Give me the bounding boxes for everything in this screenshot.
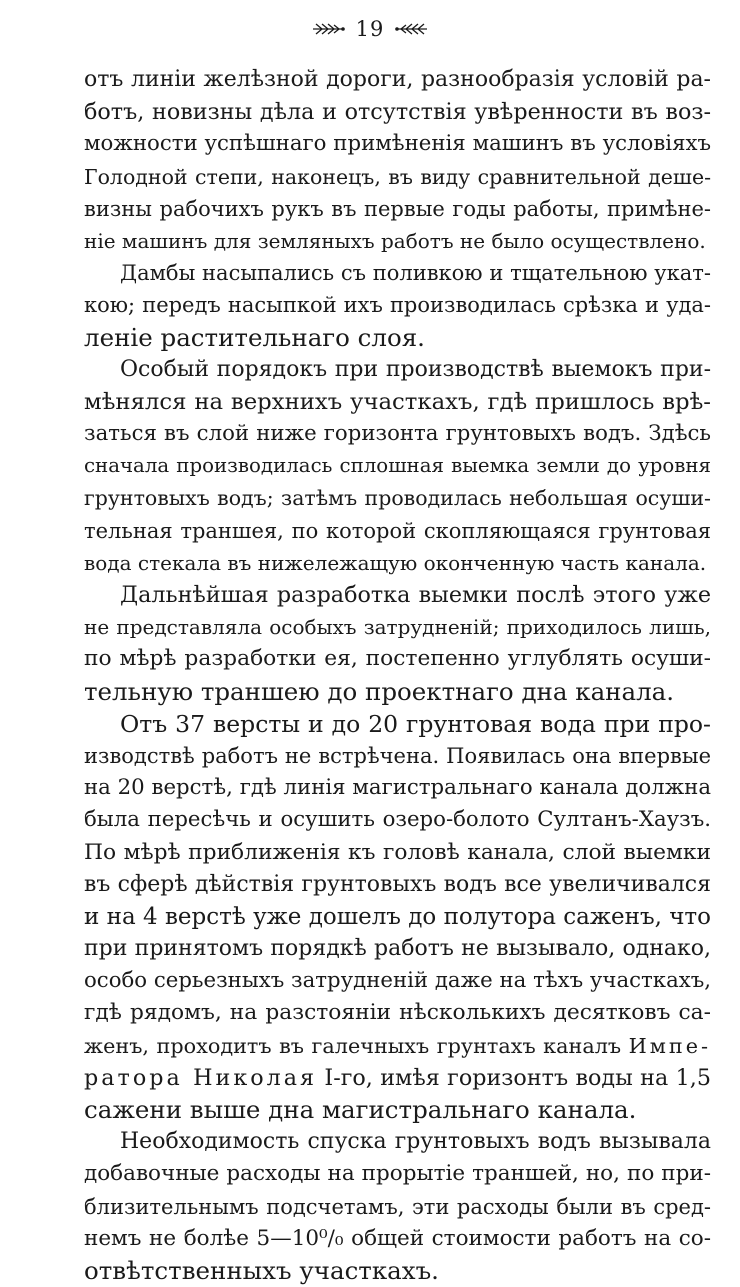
text-line: Дамбы насыпались съ поливкою и тщательною укат- — [120, 261, 711, 286]
text-line: заться въ слой ниже горизонта грунтовыхъ водъ. Здѣсь — [84, 421, 711, 447]
text-line: на 20 верстѣ, гдѣ линія магистральнаго канала должна — [84, 775, 711, 801]
spaced-name: ратора Николая — [84, 1064, 318, 1091]
text-line: мѣнялся на верхнихъ участкахъ, гдѣ пришлось врѣ- — [84, 388, 711, 415]
text-line — [84, 1062, 711, 1094]
ornament-right-icon — [394, 22, 428, 36]
page-header — [0, 14, 740, 44]
text-line: тельная траншея, по которой скопляющаяся грунтовая — [84, 518, 711, 543]
text-line: Необходимость спуска грунтовыхъ водъ вызывала — [120, 1129, 711, 1155]
text-line: Особый порядокъ при производствѣ выемокъ при- — [120, 356, 711, 382]
text-line: была пересѣчь и осушить озеро-болото Султанъ-Хаузъ. — [84, 807, 711, 833]
page-number: 19 — [355, 16, 385, 41]
text-segment: женъ, проходитъ въ галечныхъ грунтахъ каналъ — [84, 1033, 629, 1058]
text-line: По мѣрѣ приближенія къ головѣ канала, слой выемки — [84, 839, 711, 865]
text-line: визны рабочихъ рукъ въ первые годы работы, примѣне- — [84, 196, 711, 221]
text-line: изводствѣ работъ не встрѣчена. Появилась она впервые — [84, 743, 711, 768]
text-line: немъ не болѣе 5—10⁰/₀ общей стоимости работъ на со- — [84, 1225, 711, 1251]
text-line: вода стекала въ нижележащую оконченную часть канала. — [84, 550, 707, 575]
text-line: Голодной степи, наконецъ, въ виду сравнительной деше- — [84, 164, 711, 189]
text-line: Дальнѣйшая разработка выемки послѣ этого уже — [120, 582, 711, 608]
text-line: и на 4 верстѣ уже дошелъ до полутора саженъ, что — [84, 903, 711, 930]
body-text — [84, 64, 711, 1287]
text-line: отвѣтственныхъ участкахъ. — [84, 1255, 439, 1285]
text-line: сажени выше дна магистральнаго канала. — [84, 1095, 637, 1124]
text-line: особо серьезныхъ затрудненій даже на тѣхъ участкахъ, — [84, 968, 711, 994]
text-line: по мѣрѣ разработки ея, постепенно углублять осуши- — [84, 646, 711, 672]
text-line: близительнымъ подсчетамъ, эти расходы были въ сред- — [84, 1194, 711, 1219]
text-line: въ сферѣ дѣйствія грунтовыхъ водъ все увеличивался — [84, 871, 711, 897]
ornament-left-icon — [312, 22, 346, 36]
text-line: ніе машинъ для земляныхъ работъ не было осуществлено. — [84, 228, 706, 253]
spaced-name: Импе- — [628, 1033, 711, 1058]
text-line: тельную траншею до проектнаго дна канала. — [84, 676, 675, 706]
text-line: при принятомъ порядкѣ работъ не вызывало, однако, — [84, 936, 711, 962]
text-line: отъ линіи желѣзной дороги, разнообразія условій ра- — [84, 67, 711, 92]
text-line: сначала производилась сплошная выемка земли до уровня — [84, 454, 711, 478]
text-segment: I-го, имѣя горизонтъ воды на 1,5 — [317, 1064, 711, 1091]
text-line: Отъ 37 версты и до 20 грунтовая вода при про- — [120, 709, 711, 738]
text-line: не представляла особыхъ затрудненій; приходилось лишь, — [84, 615, 711, 640]
text-line: ботъ, новизны дѣла и отсутствія увѣренности въ воз- — [84, 99, 711, 126]
text-line: леніе растительнаго слоя. — [84, 322, 425, 352]
text-line: можности успѣшнаго примѣненія машинъ въ условіяхъ — [84, 131, 711, 157]
text-line: добавочные расходы на прорытіе траншей, но, по при- — [84, 1161, 711, 1187]
text-line: грунтовыхъ водъ; затѣмъ проводилась небольшая осуши- — [84, 486, 711, 511]
text-line — [84, 1030, 711, 1062]
text-line: кою; передъ насыпкой ихъ производилась срѣзка и уда- — [84, 293, 711, 318]
text-line: гдѣ рядомъ, на разстояніи нѣсколькихъ десятковъ са- — [84, 1000, 711, 1026]
